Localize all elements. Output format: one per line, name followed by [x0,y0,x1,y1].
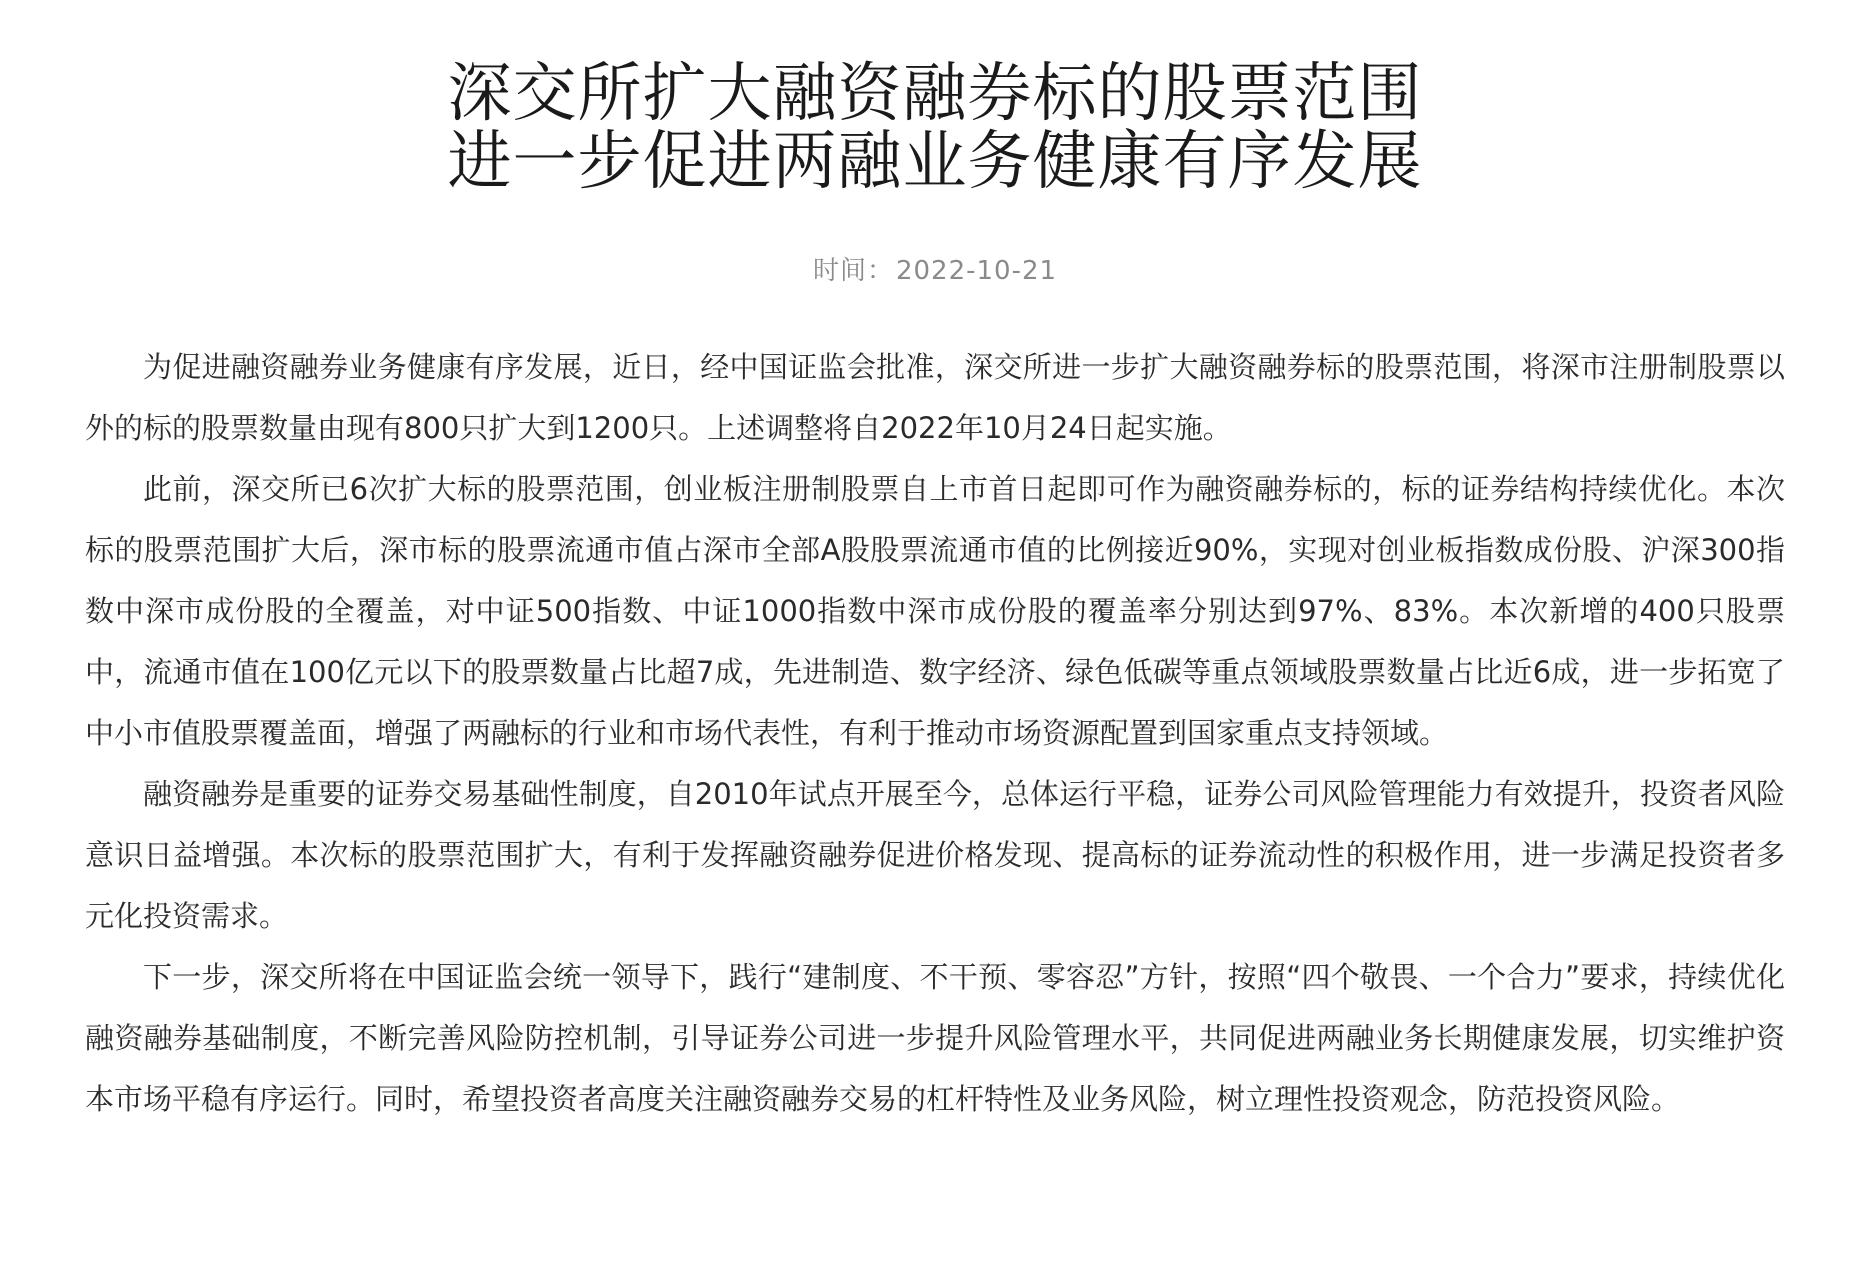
paragraph-4: 下一步，深交所将在中国证监会统一领导下，践行“建制度、不干预、零容忍”方针，按照“四个敬畏、一个合力”要求，持续优化融资融券基础制度，不断完善风险防控机制，引导证券公司进一步提升风险管理水平，共同促进两融业务长期健康发展，切实维护资本市场平稳有序运行。同时，希望投资者高度关注融资融券交易的杠杆特性及业务风险，树立理性投资观念，防范投资风险。 [85,960,1785,1116]
article-body [85,337,1785,1130]
article-title [85,57,1785,199]
article [85,57,1785,1130]
publish-time-value: 2022-10-21 [895,256,1058,286]
article-title-line1: 深交所扩大融资融券标的股票范围 [447,57,1423,131]
paragraph-1: 为促进融资融券业务健康有序发展，近日，经中国证监会批准，深交所进一步扩大融资融券标的股票范围，将深市注册制股票以外的标的股票数量由现有800只扩大到1200只。上述调整将自2022年10月24日起实施。 [85,350,1785,445]
publish-time-label: 时间： [812,256,894,286]
publish-time [85,250,1785,287]
paragraph-3: 融资融券是重要的证券交易基础性制度，自2010年试点开展至今，总体运行平稳，证券公司风险管理能力有效提升，投资者风险意识日益增强。本次标的股票范围扩大，有利于发挥融资融券促进价格发现、提高标的证券流动性的积极作用，进一步满足投资者多元化投资需求。 [85,777,1785,933]
article-title-line2: 进一步促进两融业务健康有序发展 [447,125,1423,199]
paragraph-2: 此前，深交所已6次扩大标的股票范围，创业板注册制股票自上市首日起即可作为融资融券标的，标的证券结构持续优化。本次标的股票范围扩大后，深市标的股票流通市值占深市全部A股股票流通市值的比例接近90%，实现对创业板指数成份股、沪深300指数中深市成份股的全覆盖，对中证500指数、中证1000指数中深市成份股的覆盖率分别达到97%、83%。本次新增的400只股票中，流通市值在100亿元以下的股票数量占比超7成，先进制造、数字经济、绿色低碳等重点领域股票数量占比近6成，进一步拓宽了中小市值股票覆盖面，增强了两融标的行业和市场代表性，有利于推动市场资源配置到国家重点支持领域。 [85,472,1785,750]
